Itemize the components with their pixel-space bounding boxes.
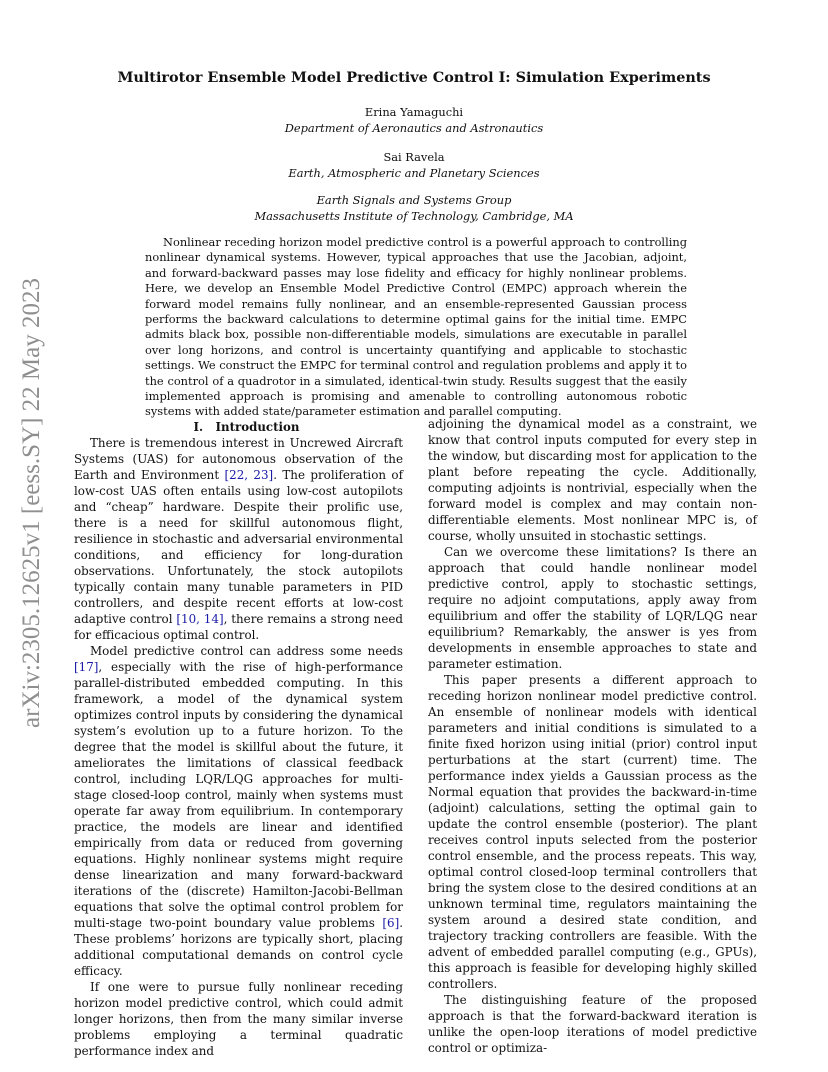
left-column: [74, 419, 403, 1059]
right-column: [428, 416, 757, 1056]
text-run: Model predictive control can address some needs: [90, 644, 403, 658]
text-run: . These problems’ horizons are typically short, placing additional computational demands on control cycle efficacy.: [74, 916, 403, 978]
citation-link[interactable]: [10, 14]: [176, 612, 224, 626]
citation-link[interactable]: [6]: [382, 916, 400, 930]
arxiv-stamp: [12, 268, 52, 738]
author-name: Sai Ravela: [383, 150, 445, 164]
text-run: There is tremendous interest in Uncrewed Aircraft Systems (UAS) for autonomous observation of the Earth and Environment: [74, 436, 403, 482]
paragraph: If one were to pursue fully nonlinear receding horizon model predictive control, which could admit longer horizons, then from the many similar inverse problems employing a terminal quadratic performance index and: [74, 980, 403, 1058]
paragraph: The distinguishing feature of the proposed approach is that the forward-backward iteration is unlike the open-loop iterations of model predictive control or optimiza-: [428, 993, 757, 1055]
group-name: Earth Signals and Systems Group: [316, 193, 512, 207]
author-name: Erina Yamaguchi: [364, 105, 464, 119]
group-block: [0, 192, 828, 224]
paragraph: This paper presents a different approach to receding horizon nonlinear model predictive control. An ensemble of nonlinear models with identical parameters and initial conditions is simulated to a finite fixed horizon using initial (prior) control input perturbations at the start (current) time. The performance index yields a Gaussian process as the Normal equation that provides the backward-in-time (adjoint) calculations, setting the optimal gain to update the control ensemble (posterior). The plant receives control inputs selected from the posterior control ensemble, and the process repeats. This way, optimal control closed-loop terminal controllers that bring the system close to the desired conditions at an unknown terminal time, regulators maintaining the system around a desired state condition, and trajectory tracking controllers are feasible. With the advent of embedded parallel computing (e.g., GPUs), this approach is feasible for developing highly skilled controllers.: [428, 673, 757, 991]
citation-link[interactable]: [22, 23]: [224, 468, 274, 482]
paper-title: Multirotor Ensemble Model Predictive Control I: Simulation Experiments: [117, 69, 711, 86]
group-institution: Massachusetts Institute of Technology, Cambridge, MA: [254, 209, 574, 223]
paragraph: [74, 643, 403, 979]
paragraph: [74, 435, 403, 643]
abstract: [145, 235, 687, 420]
author-affiliation: Earth, Atmospheric and Planetary Sciences: [288, 166, 540, 180]
text-run: . The proliferation of low-cost UAS often entails using low-cost autopilots and “cheap” hardware. Despite their prolific use, there is a need for skillful autonomous flight, resilience in stochastic and adversarial environmental conditions, and efficiency for long-duration observations. Unfortunately, the stock autopilots typically contain many tunable parameters in PID controllers, and despite recent efforts at low-cost adaptive control: [74, 468, 403, 626]
paragraph: Can we overcome these limitations? Is there an approach that could handle nonlinear model predictive control, apply to stochastic settings, require no adjoint computations, apply away from equilibrium and offer the stability of LQR/LQG near equilibrium? Remarkably, the answer is yes from developments in ensemble approaches to state and parameter estimation.: [428, 545, 757, 671]
abstract-text: Nonlinear receding horizon model predictive control is a powerful approach to controlling nonlinear dynamical systems. However, typical approaches that use the Jacobian, adjoint, and forward-backward passes may lose fidelity and efficacy for highly nonlinear problems. Here, we develop an Ensemble Model Predictive Control (EMPC) approach wherein the forward model remains fully nonlinear, and an ensemble-represented Gaussian process performs the backward calculations to determine optimal gains for the initial time. EMPC admits black box, possible non-differentiable models, simulations are executable in parallel over long horizons, and control is uncertainty quantifying and applicable to stochastic settings. We construct the EMPC for terminal control and regulation problems and apply it to the control of a quadrotor in a simulated, identical-twin study. Results suggest that the easily implemented approach is promising and amenable to controlling autonomous robotic systems with added state/parameter estimation and parallel computing.: [145, 235, 687, 419]
text-run: , there remains a strong need for efficacious optimal control.: [74, 612, 403, 642]
section-number: I.: [193, 420, 204, 434]
text-run: , especially with the rise of high-performance parallel-distributed embedded computing. In this framework, a model of the dynamical system optimizes control inputs by considering the dynamical system’s evolution up to a future horizon. To the degree that the model is skillful about the future, it ameliorates the limitations of classical feedback control, including LQR/LQG approaches for multi-stage closed-loop control, mainly when systems must operate far away from equilibrium. In contemporary practice, the models are linear and identified empirically from data or reduced from governing equations. Highly nonlinear systems might require dense linearization and many forward-backward iterations of the (discrete) Hamilton-Jacobi-Bellman equations that solve the optimal control problem for multi-stage two-point boundary value problems: [74, 660, 403, 930]
author-block-2: [0, 149, 828, 181]
author-block-1: [0, 104, 828, 136]
section-heading: [74, 419, 403, 435]
author-affiliation: Department of Aeronautics and Astronautics: [284, 121, 544, 135]
citation-link[interactable]: [17]: [74, 660, 99, 674]
arxiv-identifier: arXiv:2305.12625v1 [eess.SY] 22 May 2023: [18, 278, 45, 728]
section-title: Introduction: [215, 420, 300, 434]
paragraph: adjoining the dynamical model as a constraint, we know that control inputs computed for every step in the window, but discarding most for application to the plant before repeating the cycle. Additionally, computing adjoints is nontrivial, especially when the forward model is complex and may contain non-differentiable elements. Most nonlinear MPC is, of course, wholly unsuited in stochastic settings.: [428, 417, 757, 543]
